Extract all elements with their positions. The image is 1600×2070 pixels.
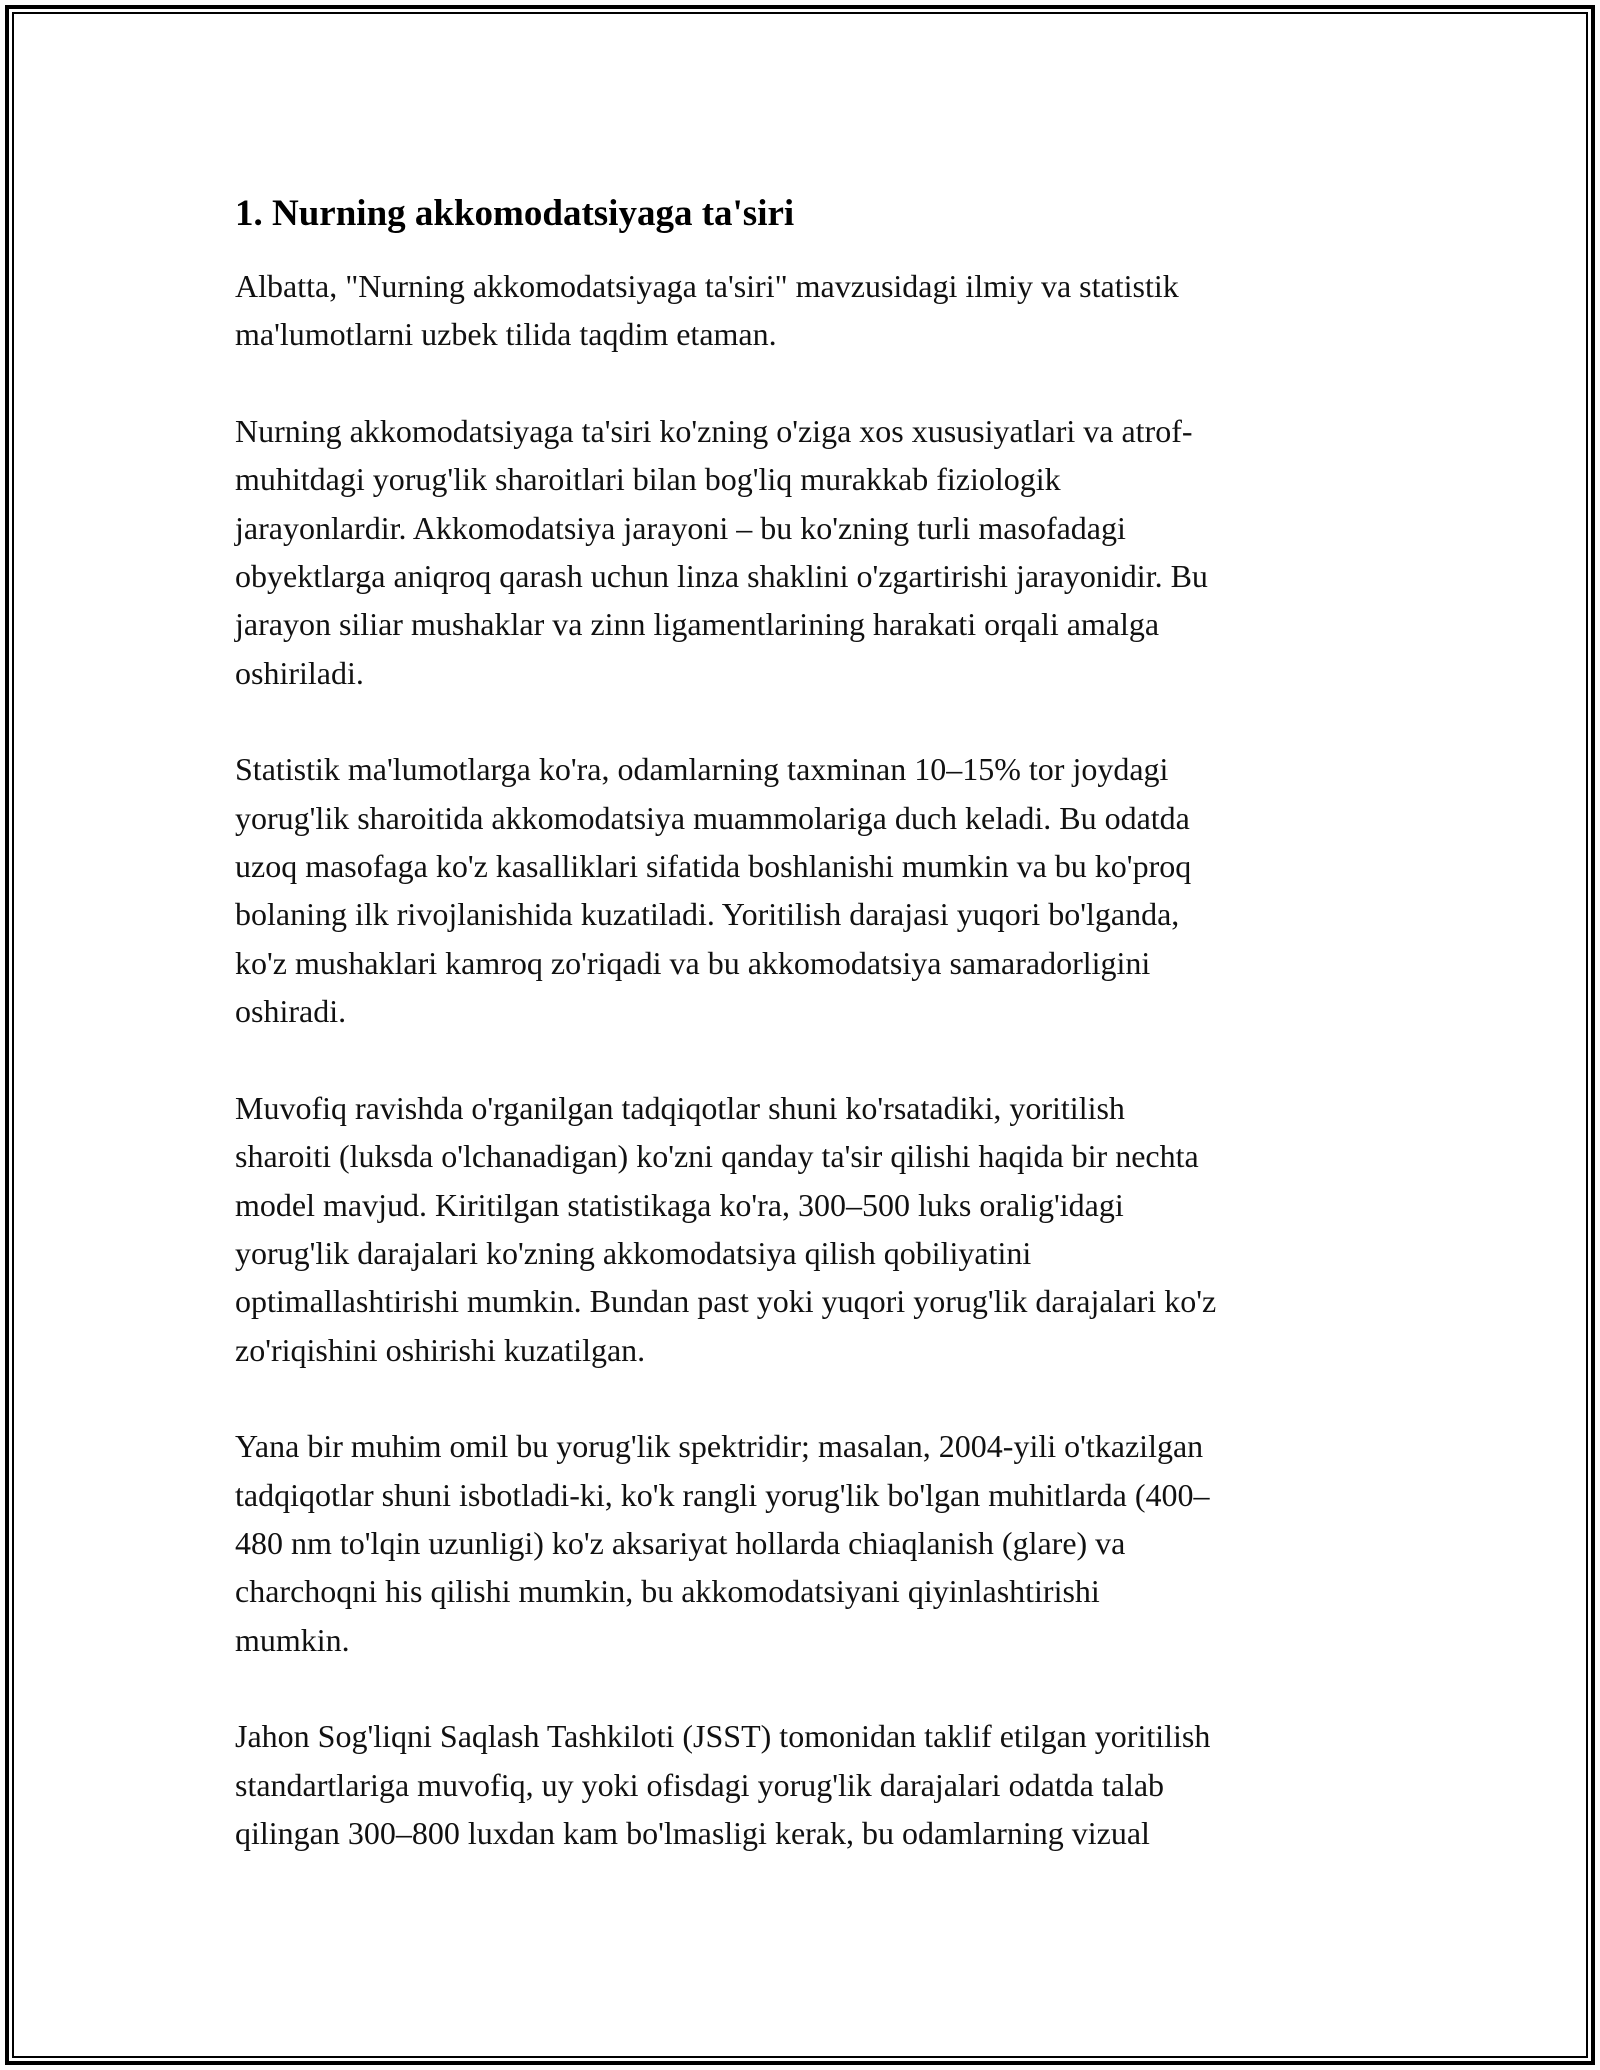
section-heading: 1. Nurning akkomodatsiyaga ta'siri: [235, 193, 795, 234]
document-body: [235, 186, 1385, 1905]
paragraph-light-spectrum: Yana bir muhim omil bu yorug'lik spektridir; masalan, 2004-yili o'tkazilgan tadqiqotlar shuni isbotladi-ki, ko'k rangli yorug'lik bo'lgan muhitlarda (400– 480 nm to'lqin uzunligi) ko'z aksariyat hollarda chiaqlanish (glare) va charchoqni his qilishi mumkin, bu akkomodatsiyani qiyinlashtirishi mumkin.: [235, 1428, 1210, 1658]
paragraph-who-standards: Jahon Sog'liqni Saqlash Tashkiloti (JSST) tomonidan taklif etilgan yoritilish standartlariga muvofiq, uy yoki ofisdagi yorug'lik darajalari odatda talab qilingan 300–800 luxdan kam bo'lmasligi kerak, bu odamlarning vizual: [235, 1718, 1211, 1851]
paragraph-lux-research: Muvofiq ravishda o'rganilgan tadqiqotlar shuni ko'rsatadiki, yoritilish sharoiti (luksda o'lchanadigan) ko'zni qanday ta'sir qilishi haqida bir nechta model mavjud. Kiritilgan statistikaga ko'ra, 300–500 luks oralig'idagi yorug'lik darajalari ko'zning akkomodatsiya qilish qobiliyatini optimallashtirishi mumkin. Bundan past yoki yuqori yorug'lik darajalari ko'z zo'riqishini oshirishi kuzatilgan.: [235, 1089, 1217, 1368]
paragraph-accommodation: Nurning akkomodatsiyaga ta'siri ko'zning o'ziga xos xususiyatlari va atrof- muhitdagi yorug'lik sharoitlari bilan bog'liq murakkab fiziologik jarayonlardir. Akkomodatsiya jarayoni – bu ko'zning turli masofadagi obyektlarga aniqroq qarash uchun linza shaklini o'zgartirishi jarayonidir. Bu jarayon siliar mushaklar va zinn ligamentlarining harakati orqali amalga oshiriladi.: [235, 412, 1208, 691]
paragraph-intro: Albatta, "Nurning akkomodatsiyaga ta'siri" mavzusidagi ilmiy va statistik ma'lumotlarni uzbek tilida taqdim etaman.: [235, 268, 1179, 353]
paragraph-statistics: Statistik ma'lumotlarga ko'ra, odamlarning taxminan 10–15% tor joydagi yorug'lik sharoitida akkomodatsiya muammolariga duch keladi. Bu odatda uzoq masofaga ko'z kasalliklari sifatida boshlanishi mumkin va bu ko'proq bolaning ilk rivojlanishida kuzatiladi. Yoritilish darajasi yuqori bo'lganda, ko'z mushaklari kamroq zo'riqadi va bu akkomodatsiya samaradorligini oshiradi.: [235, 751, 1192, 1030]
